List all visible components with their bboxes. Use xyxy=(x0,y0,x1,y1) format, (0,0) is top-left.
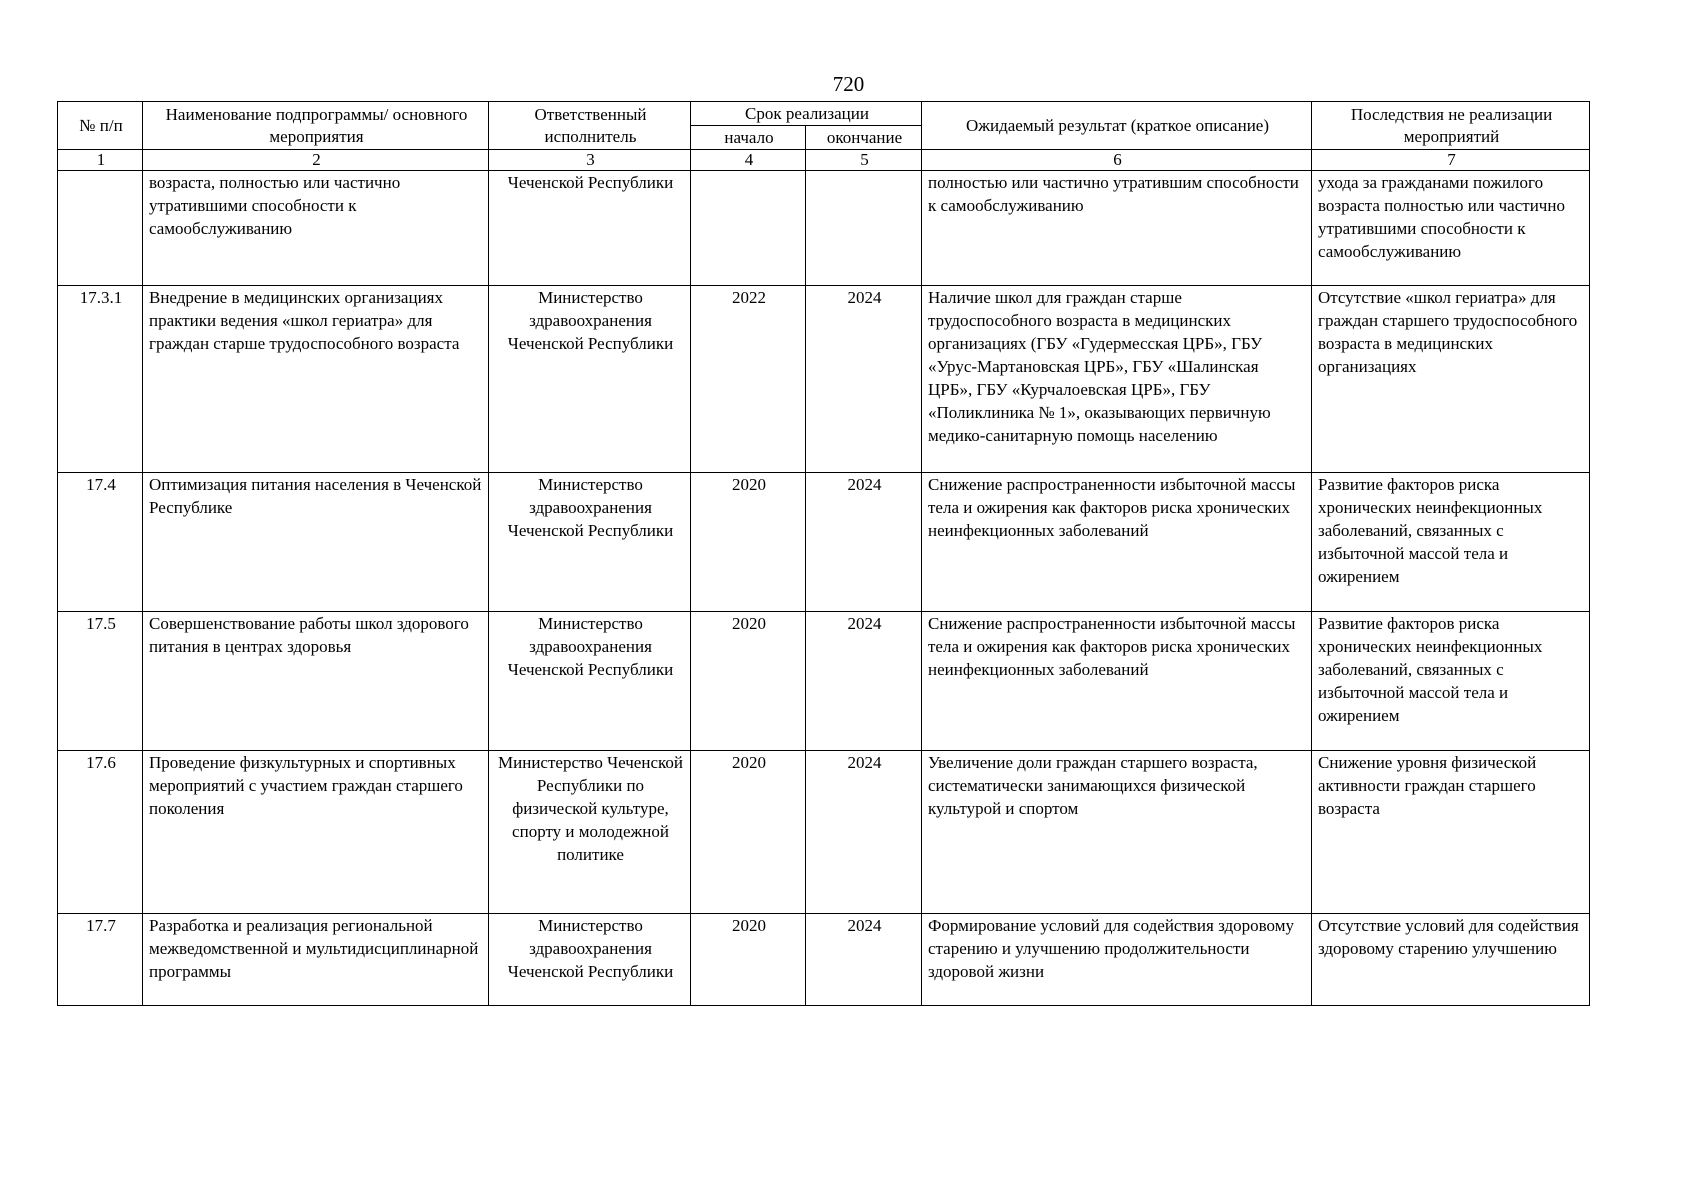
row-start: 2020 xyxy=(691,473,806,612)
row-executor: Министерство Чеченской Республики по физической культуре, спорту и молодежной политике xyxy=(489,751,691,914)
row-result: Снижение распространенности избыточной массы тела и ожирения как факторов риска хронических неинфекционных заболеваний xyxy=(922,473,1312,612)
row-result: Снижение распространенности избыточной массы тела и ожирения как факторов риска хронических неинфекционных заболеваний xyxy=(922,612,1312,751)
row-executor: Чеченской Республики xyxy=(489,171,691,286)
row-end: 2024 xyxy=(806,612,922,751)
row-end: 2024 xyxy=(806,286,922,473)
row-name: Совершенствование работы школ здорового питания в центрах здоровья xyxy=(143,612,489,751)
row-name: Оптимизация питания населения в Чеченской Республике xyxy=(143,473,489,612)
row-consequences: Развитие факторов риска хронических неинфекционных заболеваний, связанных с избыточной массой тела и ожирением xyxy=(1312,473,1590,612)
row-name: Разработка и реализация региональной межведомственной и мультидисциплинарной программы xyxy=(143,914,489,1006)
table-row xyxy=(58,171,1590,286)
column-numbers-row xyxy=(58,150,1590,171)
row-name: возраста, полностью или частично утратившими способности к самообслуживанию xyxy=(143,171,489,286)
row-result: Увеличение доли граждан старшего возраста, систематически занимающихся физической культурой и спортом xyxy=(922,751,1312,914)
row-start xyxy=(691,171,806,286)
row-num: 17.7 xyxy=(58,914,143,1006)
row-start: 2020 xyxy=(691,914,806,1006)
column-number: 7 xyxy=(1312,150,1590,171)
row-num: 17.3.1 xyxy=(58,286,143,473)
column-number: 2 xyxy=(143,150,489,171)
row-executor: Министерство здравоохранения Чеченской Республики xyxy=(489,286,691,473)
row-consequences: Отсутствие условий для содействия здоровому старению улучшению xyxy=(1312,914,1590,1006)
header-name: Наименование подпрограммы/ основного мероприятия xyxy=(143,102,489,150)
row-start: 2022 xyxy=(691,286,806,473)
page-number: 720 xyxy=(832,72,865,96)
row-start: 2020 xyxy=(691,612,806,751)
table-row xyxy=(58,473,1590,612)
row-num: 17.4 xyxy=(58,473,143,612)
row-end: 2024 xyxy=(806,473,922,612)
table-row xyxy=(58,612,1590,751)
table-row xyxy=(58,914,1590,1006)
table-row xyxy=(58,751,1590,914)
header-consequences: Последствия не реализации мероприятий xyxy=(1312,102,1590,150)
row-consequences: Отсутствие «школ гериатра» для граждан старшего трудоспособного возраста в медицинских организациях xyxy=(1312,286,1590,473)
column-number: 3 xyxy=(489,150,691,171)
row-result: Формирование условий для содействия здоровому старению и улучшению продолжительности здоровой жизни xyxy=(922,914,1312,1006)
row-executor: Министерство здравоохранения Чеченской Республики xyxy=(489,473,691,612)
row-end: 2024 xyxy=(806,914,922,1006)
row-start: 2020 xyxy=(691,751,806,914)
row-name: Внедрение в медицинских организациях практики ведения «школ гериатра» для граждан старше трудоспособного возраста xyxy=(143,286,489,473)
column-number: 1 xyxy=(58,150,143,171)
header-term: Срок реализации xyxy=(691,102,922,126)
row-name: Проведение физкультурных и спортивных мероприятий с участием граждан старшего поколения xyxy=(143,751,489,914)
row-end xyxy=(806,171,922,286)
table-header xyxy=(58,102,1590,150)
row-executor: Министерство здравоохранения Чеченской Республики xyxy=(489,612,691,751)
header-end: окончание xyxy=(806,126,922,150)
column-number: 4 xyxy=(691,150,806,171)
program-table xyxy=(57,101,1590,1006)
row-consequences: Снижение уровня физической активности граждан старшего возраста xyxy=(1312,751,1590,914)
column-number: 5 xyxy=(806,150,922,171)
row-num: 17.5 xyxy=(58,612,143,751)
header-start: начало xyxy=(691,126,806,150)
column-number: 6 xyxy=(922,150,1312,171)
row-num xyxy=(58,171,143,286)
row-consequences: ухода за гражданами пожилого возраста полностью или частично утратившими способности к самообслуживанию xyxy=(1312,171,1590,286)
table-row xyxy=(58,286,1590,473)
header-num: № п/п xyxy=(58,102,143,150)
row-result: полностью или частично утратившим способности к самообслуживанию xyxy=(922,171,1312,286)
row-consequences: Развитие факторов риска хронических неинфекционных заболеваний, связанных с избыточной массой тела и ожирением xyxy=(1312,612,1590,751)
header-executor: Ответственный исполнитель xyxy=(489,102,691,150)
header-result: Ожидаемый результат (краткое описание) xyxy=(922,102,1312,150)
row-result: Наличие школ для граждан старше трудоспособного возраста в медицинских организациях (ГБУ «Гудермесская ЦРБ», ГБУ «Урус-Мартановская ЦРБ», ГБУ «Шалинская ЦРБ», ГБУ «Курчалоевская ЦРБ», ГБУ «Поликлиника № 1», оказывающих первичную медико-санитарную помощь населению xyxy=(922,286,1312,473)
row-end: 2024 xyxy=(806,751,922,914)
row-num: 17.6 xyxy=(58,751,143,914)
row-executor: Министерство здравоохранения Чеченской Республики xyxy=(489,914,691,1006)
